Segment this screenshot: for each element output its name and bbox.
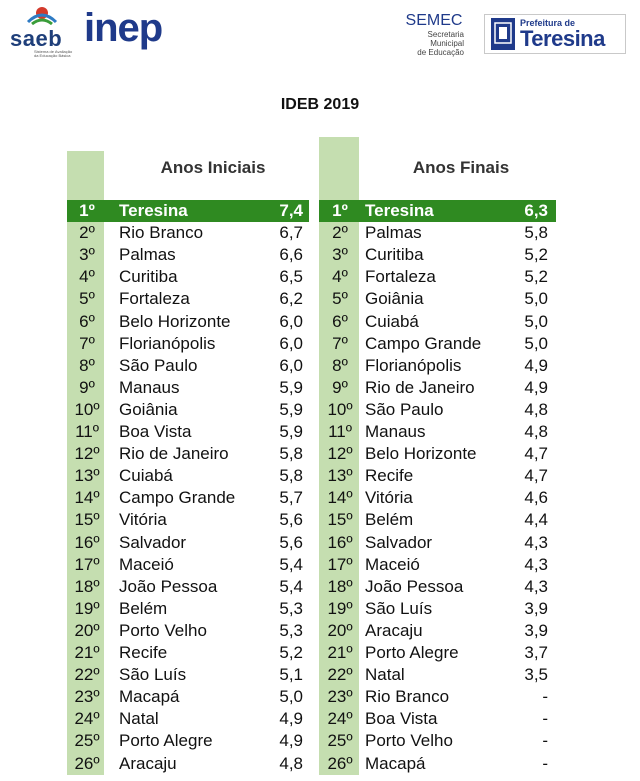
score-cell: 5,2 bbox=[524, 245, 548, 265]
semec-sub-line-1: Secretaria bbox=[427, 30, 464, 39]
table-row bbox=[67, 222, 309, 244]
rank-cell: 1º bbox=[79, 201, 95, 220]
rank-cell: 10º bbox=[74, 399, 100, 419]
rank-cell: 23º bbox=[74, 687, 100, 707]
city-cell: Belo Horizonte bbox=[119, 311, 231, 331]
city-cell: João Pessoa bbox=[365, 576, 464, 596]
score-cell: 5,6 bbox=[279, 510, 303, 530]
rank-cell: 20º bbox=[74, 620, 100, 640]
score-cell: 4,7 bbox=[524, 444, 548, 464]
rank-cell: 24º bbox=[74, 709, 100, 729]
table-row bbox=[67, 708, 309, 730]
score-cell: 5,3 bbox=[279, 598, 303, 618]
city-cell: Maceió bbox=[365, 554, 420, 574]
right-heading: Anos Finais bbox=[412, 158, 510, 177]
rank-cell: 13º bbox=[74, 466, 100, 486]
score-cell: 6,0 bbox=[279, 311, 303, 331]
table-row bbox=[319, 288, 556, 310]
rank-cell: 15º bbox=[327, 510, 353, 530]
table-row bbox=[67, 355, 309, 377]
city-cell: São Luís bbox=[365, 598, 433, 618]
rank-cell: 20º bbox=[327, 620, 353, 640]
city-cell: Belém bbox=[365, 510, 414, 530]
table-row bbox=[67, 333, 309, 355]
rank-cell: 25º bbox=[74, 731, 100, 751]
table-row bbox=[319, 222, 556, 244]
semec-sub-line-3: de Educação bbox=[417, 48, 464, 57]
city-cell: Campo Grande bbox=[119, 488, 236, 508]
city-cell: Curitiba bbox=[365, 245, 424, 265]
city-cell: Teresina bbox=[365, 201, 434, 220]
saeb-wordmark: saeb bbox=[10, 26, 63, 51]
rank-cell: 2º bbox=[332, 223, 348, 243]
city-cell: Palmas bbox=[119, 245, 176, 265]
rank-cell: 21º bbox=[327, 643, 353, 662]
city-cell: Salvador bbox=[365, 532, 433, 552]
table-row bbox=[319, 708, 556, 730]
rank-cell: 16º bbox=[327, 532, 353, 552]
table-row bbox=[319, 200, 556, 222]
city-cell: Curitiba bbox=[119, 267, 178, 287]
score-cell: 4,3 bbox=[524, 554, 548, 574]
table-row bbox=[67, 266, 309, 288]
city-cell: Recife bbox=[119, 643, 168, 662]
table-row bbox=[319, 266, 556, 288]
table-row bbox=[67, 753, 309, 775]
score-cell: 5,0 bbox=[524, 333, 548, 353]
rank-cell: 21º bbox=[74, 643, 100, 662]
city-cell: Cuiabá bbox=[365, 311, 419, 331]
score-cell: 5,8 bbox=[524, 223, 548, 243]
city-cell: Porto Alegre bbox=[365, 643, 459, 662]
table-row bbox=[319, 753, 556, 775]
rank-cell: 2º bbox=[79, 223, 95, 243]
table-row bbox=[319, 443, 556, 465]
rank-cell: 26º bbox=[74, 753, 100, 773]
table-row bbox=[67, 465, 309, 487]
rank-cell: 8º bbox=[79, 355, 95, 375]
table-row bbox=[319, 487, 556, 509]
table-row bbox=[67, 443, 309, 465]
teresina-prefix: Prefeitura de bbox=[520, 18, 576, 28]
city-cell: Belém bbox=[119, 598, 168, 618]
table-row bbox=[319, 686, 556, 708]
score-cell: 6,3 bbox=[524, 201, 548, 220]
score-cell: 7,4 bbox=[279, 201, 303, 220]
city-cell: Boa Vista bbox=[365, 709, 438, 729]
table-row bbox=[67, 598, 309, 620]
table-row bbox=[319, 333, 556, 355]
score-cell: - bbox=[542, 753, 548, 773]
score-cell: 4,3 bbox=[524, 532, 548, 552]
city-cell: Fortaleza bbox=[365, 267, 436, 287]
city-cell: Manaus bbox=[119, 377, 180, 397]
city-cell: Macapá bbox=[365, 753, 426, 773]
score-cell: 5,9 bbox=[279, 399, 303, 419]
score-cell: 6,7 bbox=[279, 223, 303, 243]
table-row bbox=[319, 244, 556, 266]
score-cell: 4,8 bbox=[524, 399, 548, 419]
rank-cell: 23º bbox=[327, 687, 353, 707]
score-cell: 5,1 bbox=[279, 665, 303, 685]
score-cell: 3,7 bbox=[524, 643, 548, 662]
city-cell: Florianópolis bbox=[119, 333, 216, 353]
table-row bbox=[319, 598, 556, 620]
city-cell: Porto Velho bbox=[365, 731, 453, 751]
city-cell: Rio de Janeiro bbox=[119, 444, 229, 464]
table-row bbox=[319, 532, 556, 554]
table-row bbox=[67, 730, 309, 752]
score-cell: 5,4 bbox=[279, 576, 303, 596]
city-cell: Maceió bbox=[119, 554, 174, 574]
city-cell: Rio de Janeiro bbox=[365, 377, 475, 397]
rank-cell: 11º bbox=[328, 422, 352, 441]
rank-cell: 12º bbox=[327, 444, 353, 464]
rank-cell: 9º bbox=[332, 377, 348, 397]
table-row bbox=[319, 664, 556, 686]
score-cell: 3,9 bbox=[524, 598, 548, 618]
table-row bbox=[67, 421, 309, 443]
score-cell: 5,8 bbox=[279, 444, 303, 464]
table-row bbox=[67, 576, 309, 598]
score-cell: 4,7 bbox=[524, 466, 548, 486]
city-cell: Rio Branco bbox=[119, 223, 204, 243]
rank-cell: 1º bbox=[332, 201, 348, 220]
rank-cell: 7º bbox=[332, 333, 348, 353]
score-cell: 5,3 bbox=[279, 620, 303, 640]
rank-cell: 19º bbox=[327, 598, 353, 618]
city-cell: Vitória bbox=[119, 510, 167, 530]
city-cell: Rio Branco bbox=[365, 687, 450, 707]
table-row bbox=[319, 730, 556, 752]
table-row bbox=[67, 200, 309, 222]
city-cell: Goiânia bbox=[365, 289, 424, 309]
rank-cell: 5º bbox=[332, 289, 348, 309]
rank-cell: 17º bbox=[327, 554, 353, 574]
city-cell: Belo Horizonte bbox=[365, 444, 477, 464]
rank-cell: 26º bbox=[327, 753, 353, 773]
rank-cell: 25º bbox=[327, 731, 353, 751]
rank-cell: 18º bbox=[74, 576, 100, 596]
city-cell: João Pessoa bbox=[119, 576, 218, 596]
rank-cell: 19º bbox=[74, 598, 100, 618]
inep-logo: inep bbox=[84, 6, 163, 50]
semec-sub-line-2: Municipal bbox=[430, 39, 464, 48]
table-row bbox=[319, 311, 556, 333]
city-cell: São Paulo bbox=[119, 355, 198, 375]
score-cell: 4,8 bbox=[279, 753, 303, 773]
score-cell: 6,6 bbox=[279, 245, 303, 265]
rank-cell: 14º bbox=[327, 488, 353, 508]
city-cell: Manaus bbox=[365, 422, 426, 441]
table-row bbox=[319, 465, 556, 487]
table-row bbox=[319, 509, 556, 531]
table-row bbox=[319, 377, 556, 399]
city-cell: Fortaleza bbox=[119, 289, 190, 309]
city-cell: Boa Vista bbox=[119, 422, 192, 441]
rank-cell: 3º bbox=[79, 245, 95, 265]
score-cell: 4,6 bbox=[524, 488, 548, 508]
table-row bbox=[319, 642, 556, 664]
city-cell: Salvador bbox=[119, 532, 187, 552]
rank-cell: 4º bbox=[332, 267, 348, 287]
score-cell: 5,0 bbox=[524, 289, 548, 309]
table-row bbox=[67, 377, 309, 399]
left-heading: Anos Iniciais bbox=[160, 158, 266, 177]
score-cell: 5,6 bbox=[279, 532, 303, 552]
table-row bbox=[67, 288, 309, 310]
rank-cell: 22º bbox=[74, 665, 100, 685]
saeb-logo-icon bbox=[22, 4, 62, 28]
score-cell: 5,8 bbox=[279, 466, 303, 486]
city-cell: Aracaju bbox=[119, 753, 177, 773]
score-cell: 4,9 bbox=[524, 377, 548, 397]
score-cell: 4,9 bbox=[279, 731, 303, 751]
city-cell: Porto Velho bbox=[119, 620, 207, 640]
score-cell: 5,0 bbox=[524, 311, 548, 331]
rank-cell: 24º bbox=[327, 709, 353, 729]
score-cell: 6,0 bbox=[279, 355, 303, 375]
table-row bbox=[319, 554, 556, 576]
table-row bbox=[67, 487, 309, 509]
rank-cell: 5º bbox=[79, 289, 95, 309]
rank-cell: 6º bbox=[79, 311, 95, 331]
table-row bbox=[67, 554, 309, 576]
rank-cell: 4º bbox=[79, 267, 95, 287]
rank-cell: 14º bbox=[74, 488, 100, 508]
table-row bbox=[67, 311, 309, 333]
rank-cell: 11º bbox=[75, 422, 99, 441]
score-cell: - bbox=[542, 731, 548, 751]
score-cell: 3,9 bbox=[524, 620, 548, 640]
score-cell: 4,8 bbox=[524, 422, 548, 441]
city-cell: Cuiabá bbox=[119, 466, 173, 486]
score-cell: 6,0 bbox=[279, 333, 303, 353]
rank-cell: 16º bbox=[74, 532, 100, 552]
table-row bbox=[319, 421, 556, 443]
city-cell: Florianópolis bbox=[365, 355, 462, 375]
teresina-crest-icon bbox=[490, 17, 516, 51]
score-cell: - bbox=[542, 687, 548, 707]
rank-cell: 15º bbox=[74, 510, 100, 530]
city-cell: Vitória bbox=[365, 488, 413, 508]
rank-cell: 8º bbox=[332, 355, 348, 375]
score-cell: 4,9 bbox=[279, 709, 303, 729]
city-cell: São Paulo bbox=[365, 399, 444, 419]
score-cell: 5,2 bbox=[524, 267, 548, 287]
table-row bbox=[319, 355, 556, 377]
city-cell: Teresina bbox=[119, 201, 188, 220]
score-cell: 5,9 bbox=[279, 377, 303, 397]
city-cell: Palmas bbox=[365, 223, 422, 243]
city-cell: Recife bbox=[365, 466, 414, 486]
rank-cell: 10º bbox=[327, 399, 353, 419]
table-row bbox=[67, 620, 309, 642]
score-cell: 4,4 bbox=[524, 510, 548, 530]
table-row bbox=[67, 686, 309, 708]
city-cell: Aracaju bbox=[365, 620, 423, 640]
score-cell: 5,4 bbox=[279, 554, 303, 574]
rank-cell: 6º bbox=[332, 311, 348, 331]
rank-cell: 18º bbox=[327, 576, 353, 596]
semec-title: SEMEC bbox=[405, 12, 463, 29]
table-row bbox=[319, 620, 556, 642]
rank-cell: 17º bbox=[74, 554, 100, 574]
score-cell: 5,7 bbox=[279, 488, 303, 508]
score-cell: 5,0 bbox=[279, 687, 303, 707]
rank-cell: 22º bbox=[327, 665, 353, 685]
rank-cell: 12º bbox=[74, 444, 100, 464]
score-cell: 6,5 bbox=[279, 267, 303, 287]
city-cell: Goiânia bbox=[119, 399, 178, 419]
table-row bbox=[319, 399, 556, 421]
city-cell: Macapá bbox=[119, 687, 180, 707]
city-cell: São Luís bbox=[119, 665, 187, 685]
score-cell: 4,3 bbox=[524, 576, 548, 596]
score-cell: - bbox=[542, 709, 548, 729]
rank-cell: 9º bbox=[79, 377, 95, 397]
table-row bbox=[67, 399, 309, 421]
saeb-subtitle: Sistema de Avaliação da Educação Básica bbox=[34, 49, 73, 58]
score-cell: 5,9 bbox=[279, 422, 303, 441]
city-cell: Campo Grande bbox=[365, 333, 482, 353]
page-title: IDEB 2019 bbox=[280, 96, 360, 113]
table-row bbox=[67, 664, 309, 686]
score-cell: 4,9 bbox=[524, 355, 548, 375]
table-row bbox=[319, 576, 556, 598]
city-cell: Porto Alegre bbox=[119, 731, 213, 751]
table-row bbox=[67, 642, 309, 664]
rank-cell: 7º bbox=[79, 333, 95, 353]
score-cell: 5,2 bbox=[279, 643, 303, 662]
rank-cell: 13º bbox=[327, 466, 353, 486]
table-row bbox=[67, 532, 309, 554]
score-cell: 6,2 bbox=[279, 289, 303, 309]
rank-cell: 3º bbox=[332, 245, 348, 265]
semec-subtitle bbox=[404, 30, 464, 57]
table-row bbox=[67, 244, 309, 266]
city-cell: Natal bbox=[365, 665, 405, 685]
table-row bbox=[67, 509, 309, 531]
score-cell: 3,5 bbox=[524, 665, 548, 685]
city-cell: Natal bbox=[119, 709, 159, 729]
teresina-wordmark: Teresina bbox=[520, 26, 605, 51]
